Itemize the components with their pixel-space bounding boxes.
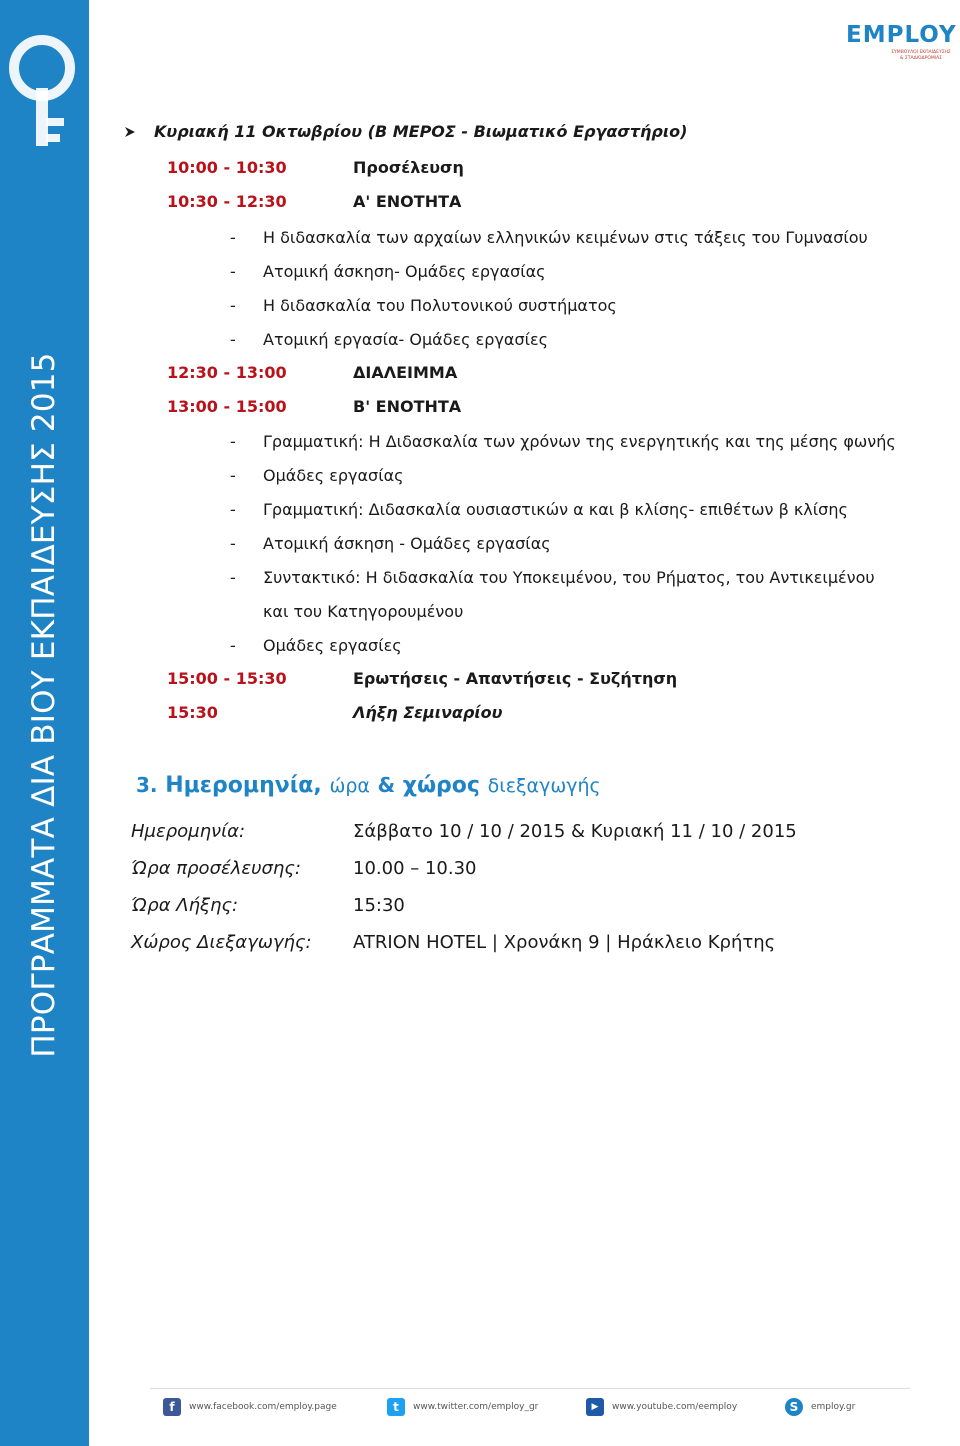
employ-logo: [846, 22, 958, 64]
list-item: Η διδασκαλία των αρχαίων ελληνικών κειμένων στις τάξεις του Γυμνασίου: [263, 228, 868, 247]
info-label-venue: Χώρος Διεξαγωγής:: [131, 932, 312, 953]
section-title-part: Ημερομηνία,: [165, 773, 322, 798]
footer-youtube[interactable]: [586, 1396, 737, 1418]
list-item-continuation: και του Κατηγορουμένου: [263, 602, 464, 621]
section-3-heading: [136, 773, 601, 798]
info-value-arrival: 10.00 – 10.30: [353, 858, 477, 879]
list-item: Γραμματική: Η Διδασκαλία των χρόνων της ενεργητικής και της μέσης φωνής: [263, 432, 896, 451]
list-dash: -: [230, 262, 236, 281]
section-title-part: ώρα: [329, 775, 370, 797]
label-unit-b: Β' ΕΝΟΤΗΤΑ: [353, 397, 462, 416]
time-unit-b: 13:00 - 15:00: [167, 397, 287, 416]
list-dash: -: [230, 568, 236, 587]
list-dash: -: [230, 466, 236, 485]
section-title-part: διεξαγωγής: [487, 775, 601, 797]
info-label-arrival: Ώρα προσέλευσης:: [131, 858, 301, 879]
footer-site-link[interactable]: employ.gr: [811, 1402, 856, 1412]
list-item: Ατομική εργασία- Ομάδες εργασίες: [263, 330, 549, 349]
footer-twitter-link[interactable]: www.twitter.com/employ_gr: [413, 1402, 539, 1412]
list-dash: -: [230, 228, 236, 247]
youtube-icon: ▶: [586, 1398, 604, 1416]
facebook-icon: f: [163, 1398, 181, 1416]
arrow-bullet-icon: [123, 125, 137, 139]
list-dash: -: [230, 330, 236, 349]
sidebar-band: [0, 0, 89, 1446]
list-dash: -: [230, 296, 236, 315]
info-value-venue: ATRION HOTEL | Χρονάκη 9 | Ηράκλειο Κρήτης: [353, 932, 776, 953]
label-end: Λήξη Σεμιναρίου: [353, 703, 503, 722]
info-label-date: Ημερομηνία:: [131, 821, 246, 842]
list-item: Ομάδες εργασίες: [263, 636, 402, 655]
footer-facebook-link[interactable]: www.facebook.com/employ.page: [189, 1402, 337, 1412]
label-qa: Ερωτήσεις - Απαντήσεις - Συζήτηση: [353, 669, 678, 688]
section-number: 3.: [136, 773, 158, 797]
footer-twitter[interactable]: [387, 1396, 538, 1418]
label-arrival: Προσέλευση: [353, 158, 464, 177]
list-dash: -: [230, 636, 236, 655]
time-qa: 15:00 - 15:30: [167, 669, 287, 688]
time-end: 15:30: [167, 703, 218, 722]
time-unit-a: 10:30 - 12:30: [167, 192, 287, 211]
list-item: Συντακτικό: Η διδασκαλία του Υποκειμένου, του Ρήματος, του Αντικειμένου: [263, 568, 875, 587]
list-item: Ατομική άσκηση- Ομάδες εργασίας: [263, 262, 546, 281]
time-arrival: 10:00 - 10:30: [167, 158, 287, 177]
key-icon: [4, 30, 84, 150]
label-break: ΔΙΑΛΕΙΜΜΑ: [353, 363, 458, 382]
footer-youtube-link[interactable]: www.youtube.com/eemploy: [612, 1402, 738, 1412]
footer-divider: [150, 1388, 910, 1389]
info-value-date: Σάββατο 10 / 10 / 2015 & Κυριακή 11 / 10 / 2015: [353, 821, 797, 842]
footer-skype[interactable]: [785, 1396, 855, 1418]
list-dash: -: [230, 432, 236, 451]
label-unit-a: Α' ΕΝΟΤΗΤΑ: [353, 192, 462, 211]
section-title-part: &: [377, 773, 396, 797]
list-dash: -: [230, 500, 236, 519]
logo-subline: ΣΥΜΒΟΥΛΟΙ ΕΚΠΑΙΔΕΥΣΗΣ & ΣΤΑΔΙΟΔΡΟΜΙΑΣ: [891, 50, 951, 61]
sidebar-vertical-title: ΠΡΟΓΡΑΜΜΑΤΑ ΔΙΑ ΒΙΟΥ ΕΚΠΑΙΔΕΥΣΗΣ 2015: [26, 352, 62, 1058]
list-item: Γραμματική: Διδασκαλία ουσιαστικών α και β κλίσης- επιθέτων β κλίσης: [263, 500, 848, 519]
list-item: Ομάδες εργασίας: [263, 466, 404, 485]
logo-word: EMPLOY: [846, 22, 957, 48]
day-heading: Κυριακή 11 Οκτωβρίου (Β ΜΕΡΟΣ - Βιωματικό Εργαστήριο): [154, 122, 688, 141]
list-item: Η διδασκαλία του Πολυτονικού συστήματος: [263, 296, 617, 315]
time-break: 12:30 - 13:00: [167, 363, 287, 382]
skype-icon: S: [785, 1398, 803, 1416]
section-title-part: χώρος: [402, 773, 480, 798]
list-dash: -: [230, 534, 236, 553]
info-label-end: Ώρα Λήξης:: [131, 895, 239, 916]
twitter-icon: t: [387, 1398, 405, 1416]
footer-facebook[interactable]: [163, 1396, 337, 1418]
list-item: Ατομική άσκηση - Ομάδες εργασίας: [263, 534, 551, 553]
info-value-end: 15:30: [353, 895, 405, 916]
